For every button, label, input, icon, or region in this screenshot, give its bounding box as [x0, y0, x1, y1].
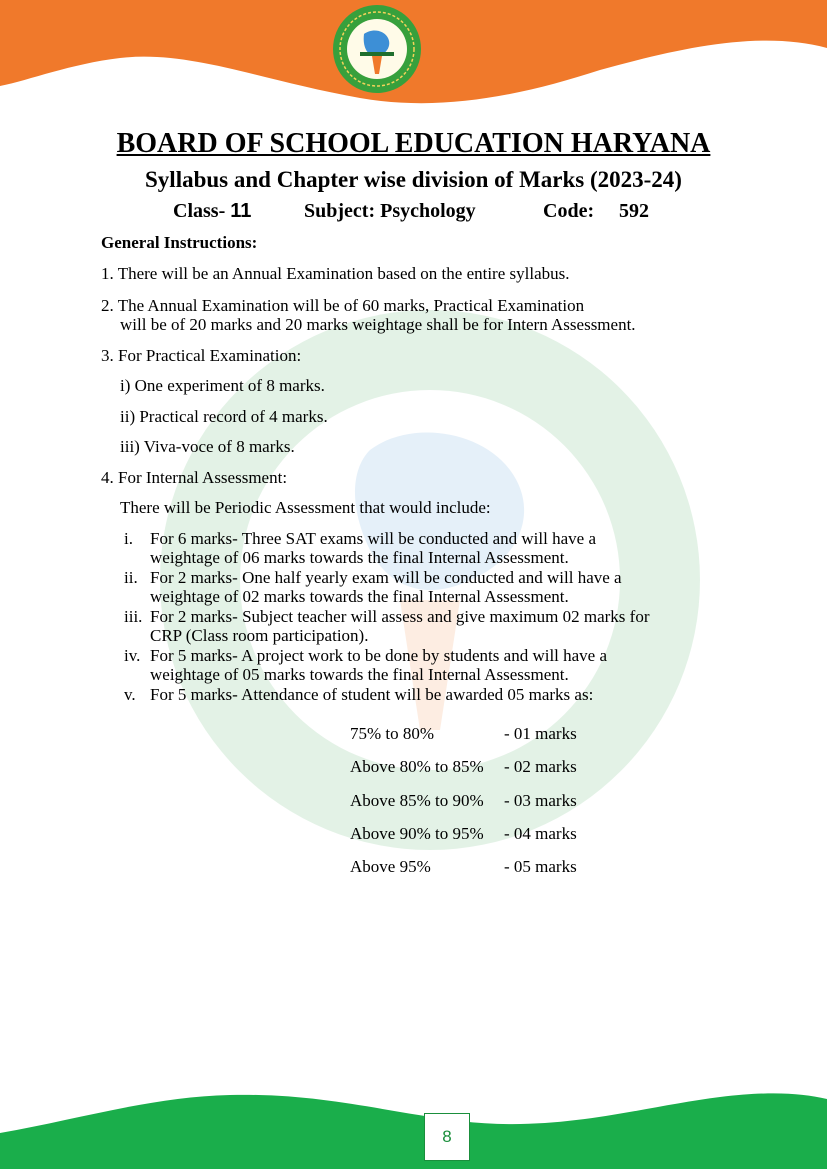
- periodic-assessment-intro: There will be Periodic Assessment that would include:: [120, 498, 491, 517]
- list-item-line: weightage of 06 marks towards the final Internal Assessment.: [150, 548, 569, 567]
- list-item-num: i.: [124, 529, 133, 548]
- attendance-marks: - 05 marks: [504, 857, 577, 876]
- class-value: 11: [230, 200, 252, 222]
- list-item-num: iii.: [124, 607, 143, 626]
- board-title: BOARD OF SCHOOL EDUCATION HARYANA: [116, 128, 711, 159]
- list-item-line: CRP (Class room participation).: [150, 626, 369, 645]
- attendance-range: Above 85% to 90%: [350, 791, 484, 810]
- code-value: 592: [619, 200, 649, 222]
- attendance-marks: - 04 marks: [504, 824, 577, 843]
- list-item-num: v.: [124, 685, 136, 704]
- instruction-2-line1: 2. The Annual Examination will be of 60 marks, Practical Examination: [101, 296, 585, 315]
- code-label: Code:: [543, 200, 595, 222]
- list-item-line: For 6 marks- Three SAT exams will be conducted and will have a: [150, 529, 596, 548]
- practical-item-2: ii) Practical record of 4 marks.: [120, 407, 328, 426]
- attendance-range: Above 95%: [350, 857, 431, 876]
- list-item-line: For 2 marks- Subject teacher will assess and give maximum 02 marks for: [150, 607, 650, 626]
- instruction-3: 3. For Practical Examination:: [101, 346, 302, 365]
- subject-label: Subject: Psychology: [304, 200, 476, 222]
- attendance-range: Above 80% to 85%: [350, 757, 484, 776]
- instruction-4: 4. For Internal Assessment:: [101, 468, 288, 487]
- list-item-line: weightage of 05 marks towards the final Internal Assessment.: [150, 665, 569, 684]
- list-item-line: For 5 marks- A project work to be done by students and will have a: [150, 646, 608, 665]
- attendance-range: Above 90% to 95%: [350, 824, 484, 843]
- list-item-num: iv.: [124, 646, 141, 665]
- practical-item-3: iii) Viva-voce of 8 marks.: [120, 437, 295, 456]
- list-item-line: For 2 marks- One half yearly exam will be conducted and will have a: [150, 568, 622, 587]
- bseh-logo: [332, 4, 422, 94]
- bottom-green-wave: [0, 1089, 827, 1169]
- instruction-2-line2: will be of 20 marks and 20 marks weightage shall be for Intern Assessment.: [120, 315, 636, 334]
- attendance-range: 75% to 80%: [350, 724, 435, 743]
- syllabus-subtitle: Syllabus and Chapter wise division of Marks (2023-24): [145, 167, 682, 192]
- class-label: [173, 200, 251, 223]
- instruction-1: 1. There will be an Annual Examination based on the entire syllabus.: [101, 264, 570, 283]
- list-item-line: For 5 marks- Attendance of student will be awarded 05 marks as:: [150, 685, 594, 704]
- attendance-marks: - 03 marks: [504, 791, 577, 810]
- attendance-marks: - 02 marks: [504, 757, 577, 776]
- general-instructions-heading: General Instructions:: [101, 233, 258, 252]
- list-item-num: ii.: [124, 568, 138, 587]
- attendance-marks: - 01 marks: [504, 724, 577, 743]
- page-number: 8: [424, 1113, 470, 1161]
- practical-item-1: i) One experiment of 8 marks.: [120, 376, 325, 395]
- list-item-line: weightage of 02 marks towards the final Internal Assessment.: [150, 587, 569, 606]
- class-label-text: Class-: [173, 200, 231, 222]
